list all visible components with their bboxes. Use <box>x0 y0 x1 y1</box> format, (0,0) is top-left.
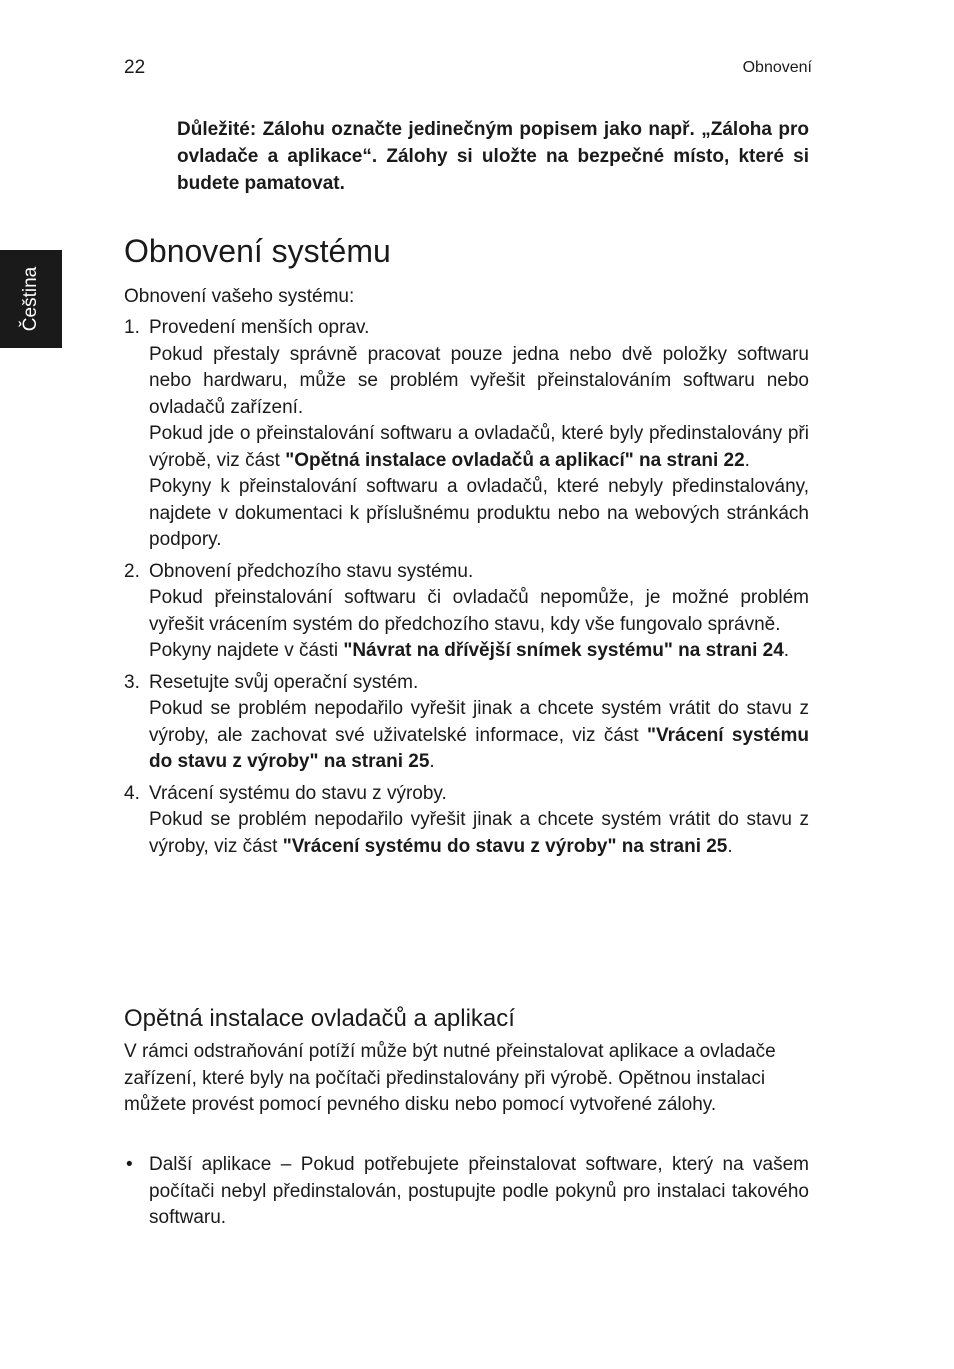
step-paragraph <box>149 807 809 860</box>
cross-reference-link[interactable]: "Návrat na dřívější snímek systému" na strani 24 <box>343 640 784 661</box>
step-paragraph: Pokud přeinstalování softwaru či ovladačů nepomůže, je možné problém vyřešit vrácením systém do předchozího stavu, kdy vše fungovalo správně. <box>149 587 809 635</box>
step-text: . <box>783 640 790 661</box>
list-item <box>124 670 809 776</box>
list-item <box>124 559 809 665</box>
step-number: 3. <box>124 671 140 693</box>
step-number: 4. <box>124 782 140 804</box>
page-number: 22 <box>124 57 146 78</box>
step-text: . <box>429 751 435 772</box>
bullet-list <box>124 1152 809 1232</box>
list-item <box>124 315 809 554</box>
step-text: . <box>727 835 733 857</box>
cross-reference-link[interactable]: "Vrácení systému do stavu z výroby" na strani 25 <box>282 835 728 857</box>
bullet-icon: • <box>126 1154 133 1175</box>
important-note: Důležité: Zálohu označte jedinečným popisem jako např. „Záloha pro ovladače a aplikace“. Zálohy si uložte na bezpečné místo, které si budete pamatovat. <box>177 119 809 194</box>
step-title: Obnovení předchozího stavu systému. <box>149 560 474 582</box>
step-number: 1. <box>124 317 140 338</box>
step-text: Pokud se problém nepodařilo vyřešit jinak a chcete systém vrátit do stavu z výroby, viz část <box>149 809 809 857</box>
step-paragraph <box>149 421 809 474</box>
step-text: Pokyny najdete v části <box>149 640 344 661</box>
section-title: Obnovení systému <box>124 233 391 269</box>
bullet-text: Další aplikace – Pokud potřebujete přeinstalovat software, který na vašem počítači nebyl předinstalován, postupujte podle pokynů pro instalaci takového softwaru. <box>149 1154 809 1228</box>
step-paragraph: Pokyny k přeinstalování softwaru a ovladačů, které nebyly předinstalovány, najdete v dokumentaci k příslušnému produktu nebo na webových stránkách podpory. <box>149 476 809 550</box>
step-text: Pokud se problém nepodařilo vyřešit jinak a chcete systém vrátit do stavu z výroby, ale zachovat své uživatelské informace, viz část <box>149 698 809 746</box>
subsection-title: Opětná instalace ovladačů a aplikací <box>124 1005 515 1032</box>
running-title: Obnovení <box>742 59 812 76</box>
step-title: Vrácení systému do stavu z výroby. <box>149 782 447 804</box>
language-tab-label: Čeština <box>20 266 41 332</box>
cross-reference-link[interactable]: "Vrácení systému do stavu z výroby" na strani 25 <box>149 724 809 772</box>
step-paragraph <box>149 638 809 665</box>
list-item <box>124 1152 809 1232</box>
section-intro: Obnovení vašeho systému: <box>124 286 355 307</box>
step-paragraph <box>149 696 809 776</box>
step-number: 2. <box>124 560 140 582</box>
language-side-tab <box>0 250 62 348</box>
cross-reference-link[interactable]: "Opětná instalace ovladačů a aplikací" na strani 22 <box>285 449 745 471</box>
step-title: Provedení menších oprav. <box>149 317 370 338</box>
step-text: Pokud jde o přeinstalování softwaru a ovladačů, které byly předinstalovány při výrobě, viz část <box>149 423 809 471</box>
step-title: Resetujte svůj operační systém. <box>149 671 419 693</box>
step-text: . <box>744 449 750 471</box>
list-item <box>124 781 809 861</box>
subsection-paragraph: V rámci odstraňování potíží může být nutné přeinstalovat aplikace a ovladače zařízení, které byly na počítači předinstalovány při výrobě. Opětnou instalaci můžete provést pomocí pevného disku nebo pomocí vytvořené zálohy. <box>124 1041 776 1115</box>
step-paragraph: Pokud přestaly správně pracovat pouze jedna nebo dvě položky softwaru nebo hardwaru, může se problém vyřešit přeinstalováním softwaru nebo ovladačů zařízení. <box>149 343 809 418</box>
recovery-steps-list <box>124 315 809 865</box>
